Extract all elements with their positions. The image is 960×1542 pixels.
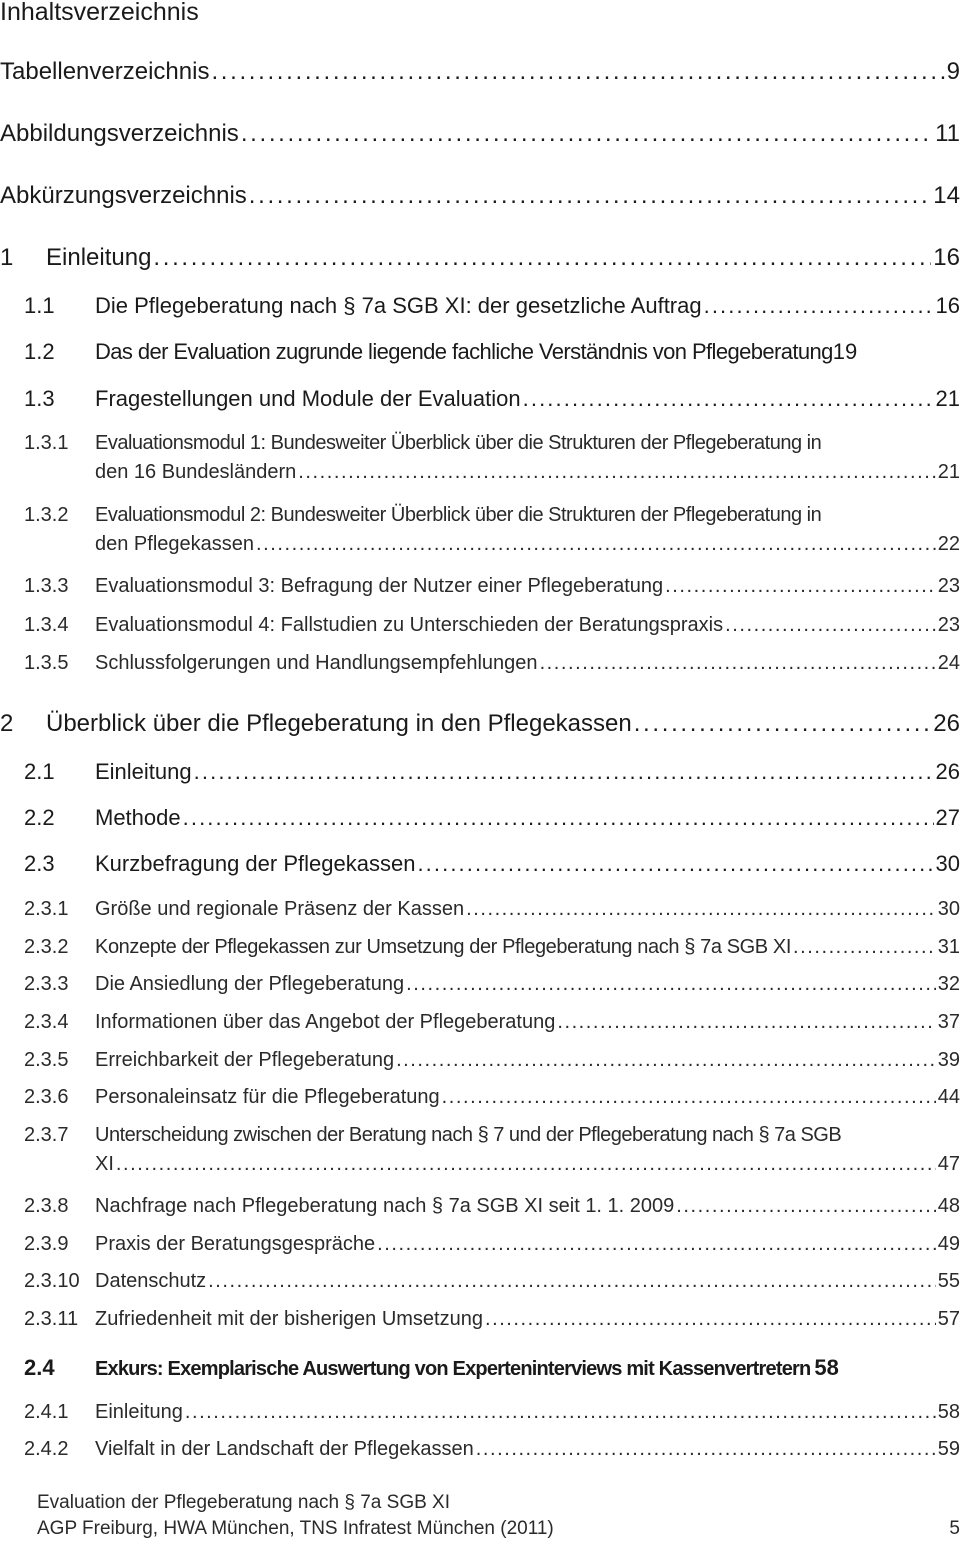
toc-leader (211, 58, 944, 86)
toc-entry-2-4-1[interactable] (24, 1401, 960, 1424)
toc-entry-2-3-6[interactable] (24, 1086, 960, 1109)
toc-page-number: 9 (946, 58, 960, 85)
toc-number: 2.4.2 (24, 1438, 69, 1460)
toc-leader (704, 293, 934, 319)
toc-entry-2-3-2[interactable] (24, 936, 960, 959)
toc-leader (540, 652, 936, 675)
toc-number: 2.1 (24, 759, 55, 784)
toc-page-number: 49 (937, 1233, 960, 1255)
toc-leader (396, 1049, 936, 1072)
toc-entry-2-4-2[interactable] (24, 1438, 960, 1461)
toc-entry-chapter-1[interactable] (0, 244, 960, 272)
toc-number: 2.3.5 (24, 1049, 69, 1071)
toc-entry-2-3-3[interactable] (24, 973, 960, 996)
toc-page-number: 39 (937, 1049, 960, 1071)
toc-label: Einleitung (95, 1401, 183, 1423)
toc-leader (442, 1086, 936, 1109)
toc-page-number: 58 (937, 1401, 960, 1423)
toc-number: 2.3.4 (24, 1011, 69, 1033)
toc-label-continued: den Pflegekassen (95, 533, 255, 555)
toc-entry-1-3-2[interactable] (24, 504, 960, 556)
toc-entry-2-1[interactable] (24, 759, 960, 785)
toc-label: Schlussfolgerungen und Handlungsempfehlungen (95, 652, 538, 674)
toc-number: 2 (0, 710, 14, 737)
toc-entry-2-3-7[interactable] (24, 1124, 960, 1176)
toc-page-number: 11 (935, 120, 960, 147)
toc-page-number: 26 (933, 710, 960, 737)
toc-label: Personaleinsatz für die Pflegeberatung (95, 1086, 440, 1108)
toc-label: Exkurs: Exemplarische Auswertung von Experteninterviews mit Kassenvertretern (95, 1358, 811, 1380)
toc-page-number: 22 (937, 533, 960, 555)
toc-page-number: 44 (937, 1086, 960, 1108)
toc-page-number: 16 (933, 244, 960, 271)
footer-authors: AGP Freiburg, HWA München, TNS Infratest München (2011) (37, 1518, 554, 1539)
toc-entry-1-2[interactable] (24, 339, 960, 365)
toc-number: 1 (0, 244, 14, 271)
toc-entry-2-3-9[interactable] (24, 1233, 960, 1256)
toc-leader (676, 1195, 935, 1218)
toc-label: Datenschutz (95, 1270, 207, 1292)
toc-page-number: 32 (937, 973, 960, 995)
toc-number: 2.3.2 (24, 936, 69, 958)
toc-label: Nachfrage nach Pflegeberatung nach § 7a SGB XI seit 1. 1. 2009 (95, 1195, 675, 1217)
toc-leader (194, 759, 934, 785)
toc-page-number: 23 (937, 575, 960, 597)
toc-page-number: 14 (933, 182, 960, 209)
toc-number: 2.3.9 (24, 1233, 69, 1255)
toc-label: Das der Evaluation zugrunde liegende fachliche Verständnis von Pflegeberatung (95, 339, 833, 364)
toc-number: 2.3.10 (24, 1270, 80, 1292)
toc-number: 2.3.6 (24, 1086, 69, 1108)
toc-leader (241, 120, 933, 148)
toc-page-number: 24 (937, 652, 960, 674)
toc-label: Praxis der Beratungsgespräche (95, 1233, 376, 1255)
toc-label: Evaluationsmodul 3: Befragung der Nutzer einer Pflegeberatung (95, 575, 664, 597)
toc-number: 1.2 (24, 339, 55, 364)
toc-number: 1.3.5 (24, 652, 69, 674)
toc-page-number: 47 (937, 1153, 960, 1175)
toc-leader (116, 1153, 936, 1176)
toc-label-continued: XI (95, 1153, 114, 1175)
toc-leader (557, 1011, 935, 1034)
toc-entry-1-3-1[interactable] (24, 432, 960, 484)
toc-entry-1-3[interactable] (24, 386, 960, 412)
toc-leader (725, 614, 936, 637)
toc-leader (476, 1438, 936, 1461)
toc-leader (185, 1401, 936, 1424)
toc-page-number: 21 (935, 386, 960, 411)
toc-label-continued: den 16 Bundesländern (95, 461, 297, 483)
toc-entry-chapter-2[interactable] (0, 710, 960, 738)
toc-leader (485, 1308, 936, 1331)
toc-label: Abkürzungsverzeichnis (0, 182, 247, 209)
toc-leader (249, 182, 932, 210)
toc-entry-abbildungsverzeichnis[interactable] (0, 120, 960, 148)
toc-page-number: 21 (937, 461, 960, 483)
toc-label: Kurzbefragung der Pflegekassen (95, 851, 416, 876)
toc-label: Evaluationsmodul 4: Fallstudien zu Unterschieden der Beratungspraxis (95, 614, 724, 636)
toc-page-number: 59 (937, 1438, 960, 1460)
toc-entry-2-3-4[interactable] (24, 1011, 960, 1034)
toc-leader (665, 575, 936, 598)
toc-number: 1.3.4 (24, 614, 69, 636)
toc-page-number: 16 (935, 293, 960, 318)
toc-entry-2-3-5[interactable] (24, 1049, 960, 1072)
toc-entry-2-2[interactable] (24, 805, 960, 831)
toc-entry-2-3-11[interactable] (24, 1308, 960, 1331)
toc-page-number: 30 (935, 851, 960, 876)
toc-number: 2.4.1 (24, 1401, 69, 1423)
toc-entry-2-3[interactable] (24, 851, 960, 877)
toc-label: Methode (95, 805, 181, 830)
toc-number: 2.3.11 (24, 1308, 79, 1330)
toc-label: Größe und regionale Präsenz der Kassen (95, 898, 465, 920)
toc-label: Informationen über das Angebot der Pflegeberatung (95, 1011, 556, 1033)
toc-entry-2-3-1[interactable] (24, 898, 960, 921)
toc-page-number: 57 (937, 1308, 960, 1330)
toc-page-number: 30 (937, 898, 960, 920)
toc-page-number: 31 (937, 936, 960, 958)
toc-leader (183, 805, 934, 831)
toc-page-number: 27 (935, 805, 960, 830)
toc-label: Einleitung (95, 759, 192, 784)
toc-label: Konzepte der Pflegekassen zur Umsetzung der Pflegeberatung nach § 7a SGB XI (95, 936, 791, 958)
toc-page-number: 23 (937, 614, 960, 636)
toc-number: 1.3.2 (24, 504, 69, 526)
toc-label: Erreichbarkeit der Pflegeberatung (95, 1049, 395, 1071)
toc-label: Evaluationsmodul 2: Bundesweiter Überblick über die Strukturen der Pflegeberatung in (95, 504, 822, 526)
toc-leader (406, 973, 936, 996)
toc-label: Fragestellungen und Module der Evaluation (95, 386, 521, 411)
toc-label: Die Ansiedlung der Pflegeberatung (95, 973, 405, 995)
toc-number: 2.3 (24, 851, 55, 876)
toc-entry-1-3-5[interactable] (24, 652, 960, 675)
toc-leader (256, 533, 936, 556)
toc-label: Tabellenverzeichnis (0, 58, 210, 85)
toc-number: 2.3.8 (24, 1195, 69, 1217)
toc-leader (208, 1270, 936, 1293)
toc-number: 2.3.1 (24, 898, 69, 920)
page-title: Inhaltsverzeichnis (0, 0, 199, 26)
toc-label: Überblick über die Pflegeberatung in den Pflegekassen (46, 710, 632, 737)
toc-entry-1-1[interactable] (24, 293, 960, 319)
toc-page-number: 37 (937, 1011, 960, 1033)
toc-entry-2-4[interactable] (24, 1355, 960, 1381)
toc-entry-tabellenverzeichnis[interactable] (0, 58, 960, 86)
toc-entry-1-3-3[interactable] (24, 575, 960, 598)
toc-entry-abkuerzungsverzeichnis[interactable] (0, 182, 960, 210)
toc-label: Zufriedenheit mit der bisherigen Umsetzung (95, 1308, 483, 1330)
toc-leader (417, 851, 933, 877)
toc-label: Die Pflegeberatung nach § 7a SGB XI: der gesetzliche Auftrag (95, 293, 702, 318)
toc-leader (466, 898, 936, 921)
toc-label: Evaluationsmodul 1: Bundesweiter Überblick über die Strukturen der Pflegeberatung in (95, 432, 822, 454)
toc-page-number: 19 (832, 339, 858, 364)
toc-leader (523, 386, 934, 412)
toc-label: Vielfalt in der Landschaft der Pflegekassen (95, 1438, 474, 1460)
footer-title: Evaluation der Pflegeberatung nach § 7a SGB XI (37, 1492, 450, 1513)
toc-leader (377, 1233, 936, 1256)
toc-label: Abbildungsverzeichnis (0, 120, 239, 147)
toc-leader (634, 710, 932, 738)
toc-leader (298, 461, 935, 484)
page-footer (37, 1492, 960, 1540)
toc-label: Einleitung (46, 244, 152, 271)
toc-page-number: 48 (937, 1195, 960, 1217)
toc-number: 1.3 (24, 386, 55, 411)
toc-number: 2.3.7 (24, 1124, 69, 1146)
toc-page-number: 26 (935, 759, 960, 784)
toc-number: 2.2 (24, 805, 55, 830)
toc-leader (793, 936, 936, 959)
toc-number: 1.3.1 (24, 432, 69, 454)
toc-entry-1-3-4[interactable] (24, 614, 960, 637)
toc-label: Unterscheidung zwischen der Beratung nach § 7 und der Pflegeberatung nach § 7a SGB (95, 1124, 842, 1146)
toc-leader (153, 244, 931, 272)
toc-entry-2-3-10[interactable] (24, 1270, 960, 1293)
toc-entry-2-3-8[interactable] (24, 1195, 960, 1218)
toc-number: 1.3.3 (24, 575, 69, 597)
toc-number: 2.4 (24, 1355, 55, 1380)
toc-page-number: 58 (814, 1355, 839, 1380)
footer-page-number: 5 (949, 1518, 960, 1539)
toc-number: 1.1 (24, 293, 55, 318)
toc-number: 2.3.3 (24, 973, 69, 995)
toc-page-number: 55 (937, 1270, 960, 1292)
